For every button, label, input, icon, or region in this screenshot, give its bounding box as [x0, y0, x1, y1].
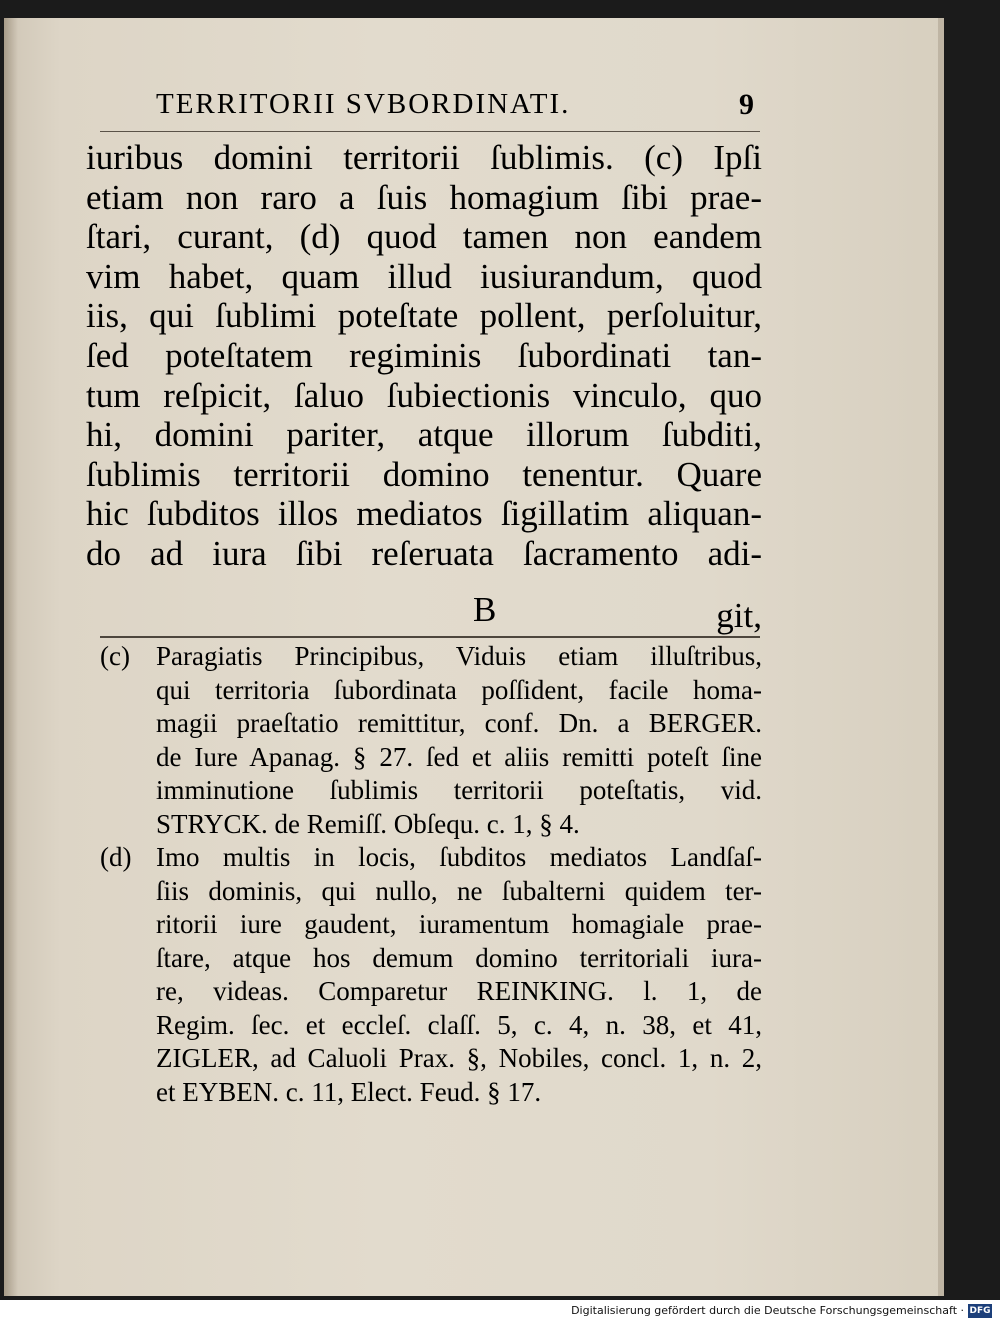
- footnote-mark: (c): [100, 641, 130, 671]
- body-line: do ad iura ſibi reſeruata ſacramento adi-: [86, 533, 762, 573]
- footnote-line: ſtare, atque hos demum domino territoriali iura-: [156, 942, 762, 973]
- footnote-line: ritorii iure gaudent, iuramentum homagiale prae-: [156, 909, 762, 939]
- signature-mark: B: [473, 590, 497, 629]
- footnote-body: [156, 640, 762, 841]
- body-line: ſublimis territorii domino tenentur. Quare: [86, 454, 762, 494]
- credit-bar: [0, 1300, 1000, 1322]
- body-line: hic ſubditos illos mediatos ſigillatim aliquan-: [86, 494, 762, 534]
- footnote-line: STRYCK. de Remiſſ. Obſequ. c. 1, § 4.: [156, 808, 580, 839]
- running-head: TERRITORII SVBORDINATI.: [156, 88, 571, 120]
- footnote-line: re, videas. Comparetur REINKING. l. 1, de: [156, 976, 762, 1006]
- page-fore-edge: [938, 18, 944, 1296]
- footnote-line: ZIGLER, ad Caluoli Prax. §, Nobiles, concl. 1, n. 2,: [156, 1043, 762, 1073]
- dfg-logo-icon: DFG: [969, 1306, 991, 1316]
- footnote-line: Imo multis in locis, ſubditos mediatos Landſaſ-: [156, 842, 762, 872]
- header-rule: [100, 131, 760, 132]
- body-line: iuribus domini territorii ſublimis. (c) Ipſi: [86, 138, 762, 177]
- page-number: 9: [739, 88, 754, 121]
- footnote-line: et EYBEN. c. 11, Elect. Feud. § 17.: [156, 1076, 542, 1107]
- footnote-mark: (d): [100, 842, 132, 872]
- footnote-rule: [100, 636, 760, 638]
- footnote-line: de Iure Apanag. § 27. ſed et aliis remitti poteſt ſine: [156, 741, 762, 772]
- footnote-d: [100, 841, 762, 1109]
- funding-credit: Digitalisierung gefördert durch die Deutsche Forschungsgemeinschaft ·: [571, 1304, 964, 1317]
- body-line: ſtari, curant, (d) quod tamen non eandem: [86, 217, 762, 257]
- body-line: hi, domini pariter, atque illorum ſubditi,: [86, 415, 762, 455]
- page-gutter-shadow: [4, 18, 18, 1296]
- body-line: ſed poteſtatem regiminis ſubordinati tan-: [86, 335, 762, 375]
- footnote-line: ſiis dominis, qui nullo, ne ſubalterni quidem ter-: [156, 875, 762, 906]
- body-line: iis, qui ſublimi poteſtate pollent, perſoluitur,: [86, 296, 762, 336]
- footnotes: [100, 640, 762, 1109]
- body-line: vim habet, quam illud iusiurandum, quod: [86, 256, 762, 296]
- footnote-line: magii praeſtatio remittitur, conf. Dn. a BERGER.: [156, 708, 762, 738]
- footnote-c: [100, 640, 762, 841]
- footnote-line: Regim. ſec. et eccleſ. claſſ. 5, c. 4, n. 38, et 41,: [156, 1009, 762, 1040]
- body-text: [86, 138, 762, 574]
- signature-row: [86, 590, 762, 634]
- footnote-line: imminutione ſublimis territorii poteſtatis, vid.: [156, 775, 762, 805]
- body-line: etiam non raro a ſuis homagium ſibi prae-: [86, 177, 762, 217]
- footnote-line: qui territoria ſubordinata poſſident, facile homa-: [156, 674, 762, 705]
- body-line: tum reſpicit, ſaluo ſubiectionis vinculo, quo: [86, 375, 762, 415]
- catchword: git,: [716, 596, 762, 635]
- footnote-body: [156, 841, 762, 1109]
- footnote-line: Paragiatis Principibus, Viduis etiam illuſtribus,: [156, 641, 762, 671]
